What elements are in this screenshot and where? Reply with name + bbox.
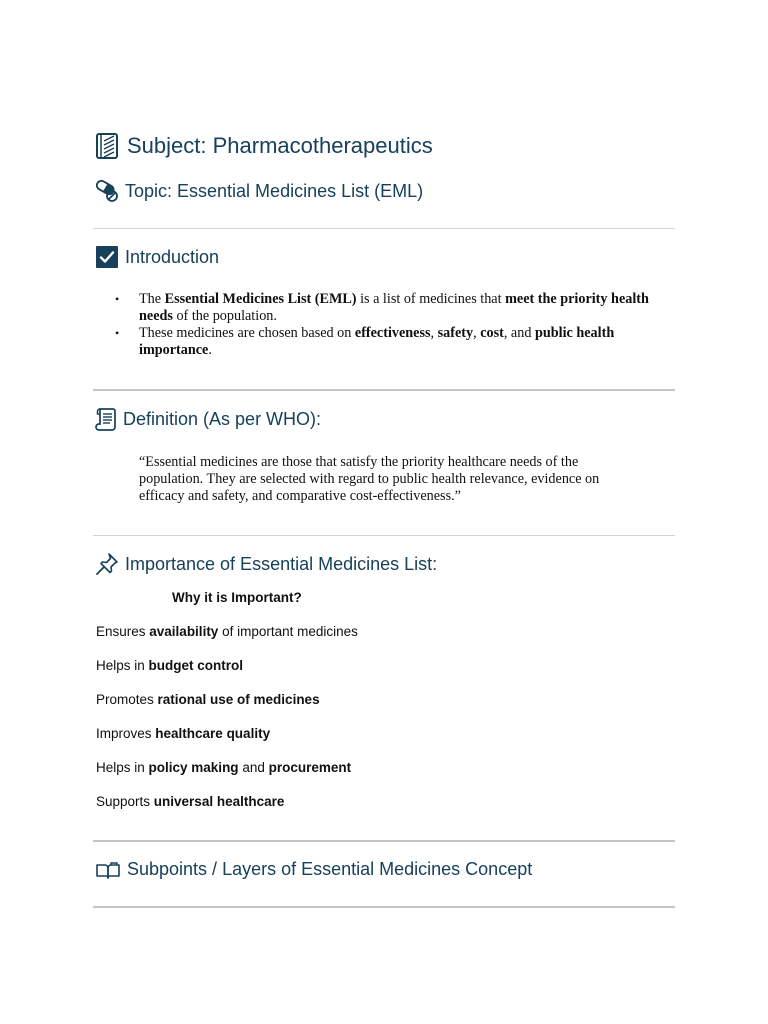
definition-title: Definition (As per WHO):: [123, 408, 322, 429]
divider: [93, 535, 675, 536]
importance-item: Improves healthcare quality: [96, 726, 271, 741]
importance-item: Ensures availability of important medicines: [96, 624, 358, 639]
divider: [93, 840, 675, 842]
open-book-icon: [95, 860, 121, 880]
importance-item: Helps in policy making and procurement: [96, 760, 352, 775]
ledger-book-icon: [95, 132, 121, 160]
who-definition-quote: “Essential medicines are those that satisfy the priority healthcare needs of the population. They are selected with regard to public health relevance, evidence on efficacy and safety, and comparative cost-effectiveness.”: [139, 454, 600, 504]
importance-item: Helps in budget control: [96, 658, 244, 673]
importance-title: Importance of Essential Medicines List:: [125, 553, 438, 574]
divider: [93, 228, 675, 229]
scroll-icon: [95, 406, 117, 432]
introduction-list: [115, 291, 675, 359]
topic-heading: [95, 180, 423, 202]
importance-item: Supports universal healthcare: [96, 794, 285, 809]
divider: [93, 389, 675, 391]
topic-text: Topic: Essential Medicines List (EML): [125, 180, 424, 201]
definition-heading: [95, 406, 321, 432]
introduction-title: Introduction: [125, 246, 220, 267]
importance-heading: [95, 552, 437, 576]
pill-capsule-icon: [95, 180, 119, 202]
subject-heading: [95, 132, 433, 160]
subpoints-heading: [95, 859, 532, 880]
subject-text: Subject: Pharmacotherapeutics: [127, 133, 433, 158]
pushpin-icon: [95, 552, 119, 576]
subpoints-title: Subpoints / Layers of Essential Medicines Concept: [127, 859, 533, 879]
list-item: • The Essential Medicines List (EML) is a list of medicines that meet the priority health needs of the population.: [115, 291, 675, 325]
introduction-heading: [95, 245, 219, 269]
importance-item: Promotes rational use of medicines: [96, 692, 320, 707]
divider: [93, 906, 675, 908]
list-item: • These medicines are chosen based on effectiveness, safety, cost, and public health importance.: [115, 325, 675, 359]
importance-subheading: Why it is Important?: [172, 590, 302, 605]
check-box-icon: [95, 245, 119, 269]
